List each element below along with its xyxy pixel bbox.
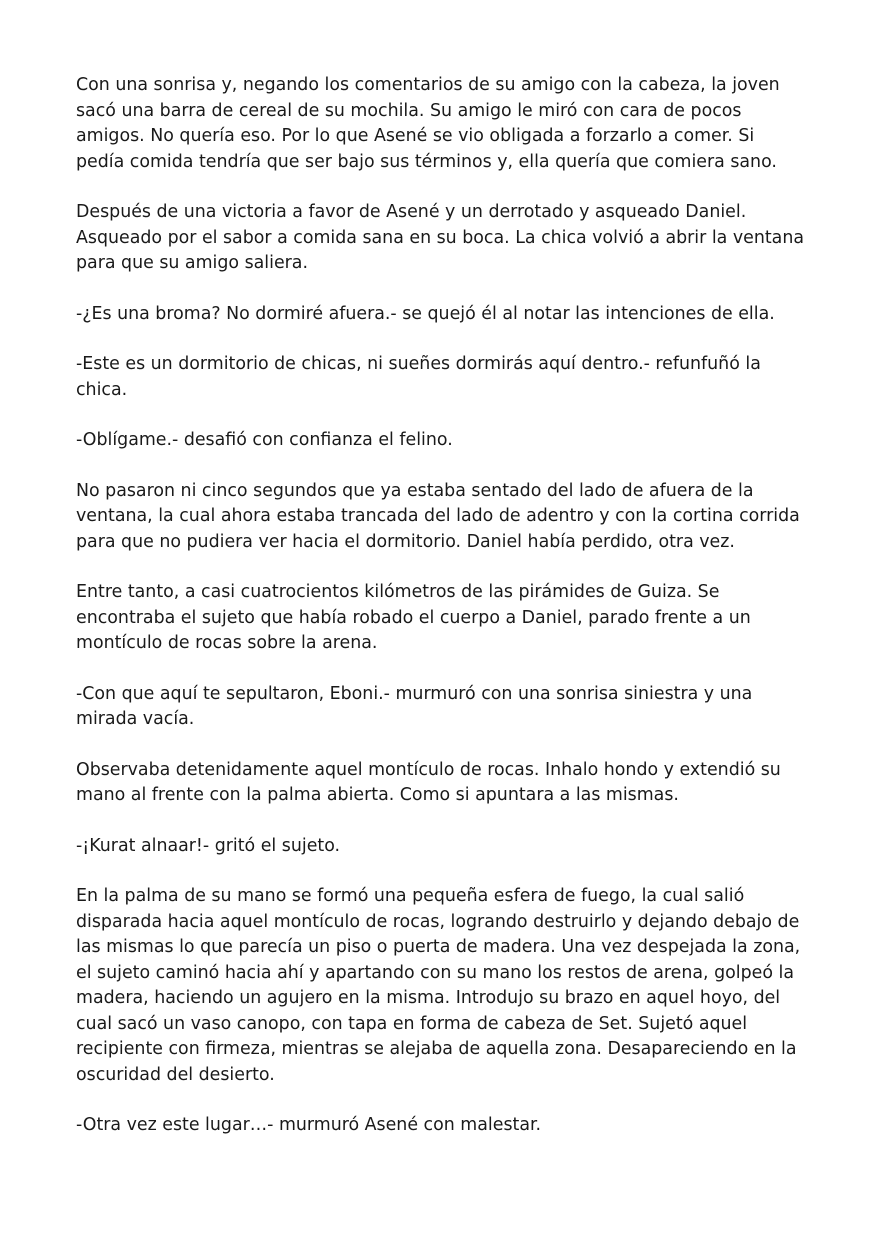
paragraph-3: -¿Es una broma? No dormiré afuera.- se quejó él al notar las intenciones de ella. <box>76 303 775 324</box>
paragraph-7: Entre tanto, a casi cuatrocientos kilómetros de las pirámides de Guiza. Se encontraba el sujeto que había robado el cuerpo a Daniel, parado frente a un montículo de rocas sobre la arena. <box>76 582 751 653</box>
paragraph-5: -Oblígame.- desafió con confianza el felino. <box>76 430 453 450</box>
document-page <box>76 73 806 1164</box>
paragraph-2: Después de una victoria a favor de Asené y un derrotado y asqueado Daniel. Asqueado por el sabor a comida sana en su boca. La chica volvió a abrir la ventana para que su amigo saliera. <box>76 202 805 273</box>
paragraph-6: No pasaron ni cinco segundos que ya estaba sentado del lado de afuera de la ventana, la cual ahora estaba trancada del lado de adentro y con la cortina corrida para que no pudiera ver hacia el dormitorio. Daniel había perdido, otra vez. <box>76 480 800 552</box>
paragraph-9: Observaba detenidamente aquel montículo de rocas. Inhalo hondo y extendió su mano al frente con la palma abierta. Como si apuntara a las mismas. <box>76 759 781 805</box>
paragraph-4: -Este es un dormitorio de chicas, ni sueñes dormirás aquí dentro.- refunfuñó la chica. <box>76 354 761 400</box>
paragraph-1: Con una sonrisa y, negando los comentarios de su amigo con la cabeza, la joven sacó una barra de cereal de su mochila. Su amigo le miró con cara de pocos amigos. No quería eso. Por lo que Asené se vio obligada a forzarlo a comer. Si pedía comida tendría que ser bajo sus términos y, ella quería que comiera sano. <box>76 75 780 172</box>
paragraph-12: -Otra vez este lugar…- murmuró Asené con malestar. <box>76 1115 542 1135</box>
paragraph-8: -Con que aquí te sepultaron, Eboni.- murmuró con una sonrisa siniestra y una mirada vacía. <box>76 683 753 729</box>
paragraph-10: -¡Kurat alnaar!- gritó el sujeto. <box>76 835 341 856</box>
paragraph-11: En la palma de su mano se formó una pequeña esfera de fuego, la cual salió disparada hacia aquel montículo de rocas, logrando destruirlo y dejando debajo de las mismas lo que parecía un piso o puerta de madera. Una vez despejada la zona, el sujeto caminó hacia ahí y apartando con su mano los restos de arena, golpeó la madera, haciendo un agujero en la misma. Introdujo su brazo en aquel hoyo, del cual sacó un vaso canopo, con tapa en forma de cabeza de Set. Sujetó aquel recipiente con firmeza, mientras se alejaba de aquella zona. Desapareciendo en la oscuridad del desierto. <box>76 886 801 1085</box>
